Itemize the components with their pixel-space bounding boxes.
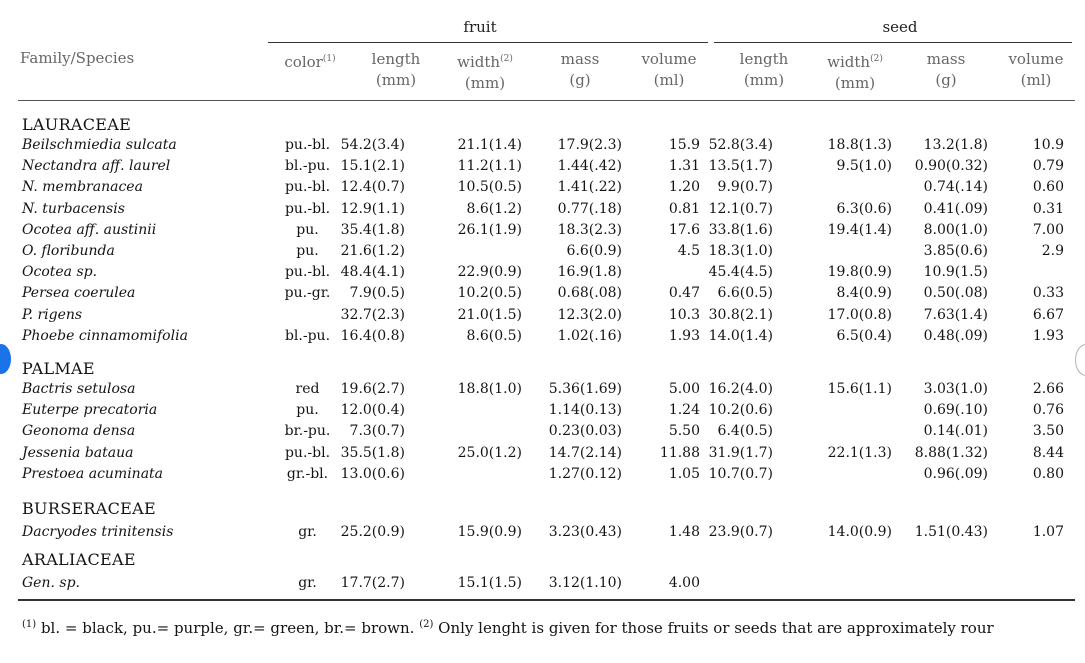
cell-f-length: 21.6(1.2) (340, 243, 405, 259)
cell-s-mass: 8.00(1.0) (923, 221, 988, 238)
cell-s-mass: 0.41(.09) (923, 200, 988, 217)
table-bottom-rule (18, 599, 1075, 601)
cell-f-width: 18.8(1.0) (457, 381, 522, 397)
cell-s-volume: 0.79 (1032, 158, 1064, 175)
cell-s-mass: 0.90(0.32) (914, 158, 988, 175)
column-label: volume (641, 50, 697, 68)
cell-s-width: 6.3(0.6) (836, 200, 892, 217)
cell-color: red (295, 381, 320, 397)
column-unit: (g) (569, 71, 591, 89)
column-unit: (g) (935, 71, 957, 89)
column-label: mass (926, 50, 966, 68)
column-unit: (ml) (653, 71, 685, 89)
cell-s-width: 19.8(0.9) (827, 264, 892, 281)
column-header-color (270, 49, 350, 73)
cell-f-width: 10.5(0.5) (457, 179, 522, 196)
cell-color: gr. (298, 575, 317, 591)
cell-f-length: 12.9(1.1) (340, 200, 405, 217)
cell-color: pu.-bl. (284, 444, 331, 461)
cell-s-volume: 6.67 (1032, 306, 1064, 323)
cell-s-width: 22.1(1.3) (827, 444, 892, 461)
cell-f-volume: 1.24 (668, 402, 700, 419)
cell-f-length: 35.5(1.8) (340, 444, 405, 461)
cell-s-length: 6.6(0.5) (717, 285, 773, 302)
cell-s-length: 6.4(0.5) (717, 423, 773, 440)
cell-s-width: 9.5(1.0) (836, 158, 892, 175)
table-row (0, 283, 1085, 304)
species-name: P. rigens (22, 306, 83, 323)
cell-s-mass: 1.51(0.43) (914, 524, 988, 540)
cell-f-mass: 16.9(1.8) (557, 264, 622, 281)
cell-s-volume: 0.60 (1032, 179, 1064, 196)
cell-f-mass: 0.68(.08) (557, 285, 622, 302)
column-header-f-width (445, 49, 525, 94)
cell-f-length: 48.4(4.1) (340, 264, 405, 281)
column-note: (2) (870, 54, 883, 64)
cell-f-volume: 5.50 (668, 423, 700, 440)
cell-s-volume: 7.00 (1032, 221, 1064, 238)
cell-s-mass: 7.63(1.4) (923, 306, 988, 323)
cell-color: pu.-bl. (284, 264, 331, 281)
table-row (0, 199, 1085, 220)
table-row (0, 305, 1085, 326)
cell-s-length: 9.9(0.7) (717, 179, 773, 196)
cell-s-mass: 10.9(1.5) (923, 264, 988, 281)
species-name: O. floribunda (22, 243, 115, 259)
cell-s-width: 8.4(0.9) (836, 285, 892, 302)
cell-f-volume: 17.6 (668, 221, 700, 238)
cell-f-mass: 5.36(1.69) (548, 381, 622, 397)
species-name: Ocotea sp. (22, 264, 98, 281)
cell-f-mass: 0.77(.18) (557, 200, 622, 217)
table-row (0, 464, 1085, 485)
cell-f-length: 54.2(3.4) (340, 137, 405, 153)
column-note: (2) (500, 54, 513, 64)
table-row (0, 220, 1085, 241)
species-name: Beilschmiedia sulcata (22, 137, 177, 153)
cell-s-width: 6.5(0.4) (836, 327, 892, 344)
table-row (0, 135, 1085, 156)
species-name: Phoebe cinnamomifolia (22, 327, 188, 344)
cell-s-length: 13.5(1.7) (708, 158, 773, 175)
cell-s-volume: 0.80 (1032, 465, 1064, 482)
cell-s-width: 19.4(1.4) (827, 221, 892, 238)
cell-f-volume: 1.20 (668, 179, 700, 196)
cell-f-width: 15.9(0.9) (457, 524, 522, 540)
cell-color: br.-pu. (284, 423, 331, 440)
cell-s-length: 18.3(1.0) (708, 243, 773, 259)
cell-s-volume: 3.50 (1032, 423, 1064, 440)
cell-f-width: 22.9(0.9) (457, 264, 522, 281)
cell-f-volume: 1.48 (668, 524, 700, 540)
column-unit: (mm) (464, 74, 506, 92)
cell-s-length: 45.4(4.5) (708, 264, 773, 281)
cell-f-volume: 4.5 (677, 243, 700, 259)
species-name: N. membranacea (22, 179, 143, 196)
cell-f-volume: 15.9 (668, 137, 700, 153)
column-label: mass (560, 50, 600, 68)
table-row (0, 241, 1085, 262)
footnote-marker-2: (2) (419, 619, 434, 630)
column-header-f-length (355, 49, 437, 91)
seed-group-rule (714, 42, 1072, 43)
cell-color: gr. (298, 524, 317, 540)
cell-f-mass: 1.27(0.12) (548, 465, 622, 482)
table-row (0, 522, 1085, 543)
column-header-s-mass (905, 49, 987, 91)
cell-f-width: 8.6(0.5) (466, 327, 522, 344)
cell-color: pu.-bl. (284, 137, 331, 153)
cell-f-mass: 0.23(0.03) (548, 423, 622, 440)
family-heading: ARALIACEAE (22, 550, 136, 569)
cell-s-volume: 0.33 (1032, 285, 1064, 302)
cell-s-length: 10.2(0.6) (708, 402, 773, 419)
column-note: (1) (322, 54, 336, 64)
cell-s-mass: 0.48(.09) (923, 327, 988, 344)
cell-color: pu.-bl. (284, 179, 331, 196)
cell-f-mass: 6.6(0.9) (566, 243, 622, 259)
cell-f-length: 16.4(0.8) (340, 327, 405, 344)
cell-f-width: 21.0(1.5) (457, 306, 522, 323)
species-name: Persea coerulea (22, 285, 136, 302)
column-header-s-length (723, 49, 805, 91)
species-name: Bactris setulosa (22, 381, 136, 397)
cell-s-mass: 0.14(.01) (923, 423, 988, 440)
cell-f-length: 17.7(2.7) (340, 575, 405, 591)
cell-color: pu. (296, 243, 319, 259)
cell-f-volume: 4.00 (668, 575, 700, 591)
cell-f-mass: 14.7(2.14) (548, 444, 622, 461)
column-header-f-mass (540, 49, 620, 91)
cell-f-length: 35.4(1.8) (340, 221, 405, 238)
cell-f-mass: 18.3(2.3) (557, 221, 622, 238)
cell-color: pu. (296, 402, 319, 419)
cell-s-mass: 0.96(.09) (923, 465, 988, 482)
cell-s-volume: 2.9 (1041, 243, 1064, 259)
cell-s-width: 18.8(1.3) (827, 137, 892, 153)
cell-f-length: 12.0(0.4) (340, 402, 405, 419)
cell-f-width: 10.2(0.5) (457, 285, 522, 302)
cell-s-mass: 8.88(1.32) (914, 444, 988, 461)
cell-s-volume: 0.76 (1032, 402, 1064, 419)
cell-color: pu.-bl. (284, 200, 331, 217)
cell-f-width: 8.6(1.2) (466, 200, 522, 217)
cell-color: pu. (296, 221, 319, 238)
cell-s-length: 16.2(4.0) (708, 381, 773, 397)
species-name: Dacryodes trinitensis (22, 524, 174, 540)
cell-s-volume: 0.31 (1032, 200, 1064, 217)
table-row (0, 156, 1085, 177)
cell-f-volume: 0.81 (668, 200, 700, 217)
species-name: Geonoma densa (22, 423, 136, 440)
header-bottom-rule (18, 100, 1075, 101)
cell-f-mass: 12.3(2.0) (557, 306, 622, 323)
cell-f-mass: 1.41(.22) (557, 179, 622, 196)
cell-f-volume: 1.31 (668, 158, 700, 175)
column-header-f-volume (630, 49, 708, 91)
cell-s-width: 14.0(0.9) (827, 524, 892, 540)
species-name: Prestoea acuminata (22, 465, 164, 482)
cell-f-mass: 3.23(0.43) (548, 524, 622, 540)
cell-s-length: 31.9(1.7) (708, 444, 773, 461)
cell-color: gr.-bl. (286, 465, 329, 482)
column-unit: (mm) (834, 74, 876, 92)
cell-f-volume: 10.3 (668, 306, 700, 323)
cell-color: pu.-gr. (284, 285, 331, 302)
table-row (0, 421, 1085, 442)
cell-color: bl.-pu. (284, 327, 331, 344)
cell-s-mass: 3.85(0.6) (923, 243, 988, 259)
cell-f-length: 7.3(0.7) (349, 423, 405, 440)
previous-page-button[interactable] (0, 344, 11, 374)
column-unit: (mm) (375, 71, 417, 89)
cell-f-mass: 1.02(.16) (557, 327, 622, 344)
column-unit: (mm) (743, 71, 785, 89)
cell-f-mass: 1.44(.42) (557, 158, 622, 175)
cell-s-length: 10.7(0.7) (708, 465, 773, 482)
table-row (0, 326, 1085, 347)
cell-f-volume: 1.93 (668, 327, 700, 344)
footnote-text-2: Only lenght is given for those fruits or seeds that are approximately rour (433, 619, 994, 637)
group-header-fruit: fruit (463, 18, 497, 36)
cell-f-length: 19.6(2.7) (340, 381, 405, 397)
cell-f-width: 15.1(1.5) (457, 575, 522, 591)
cell-s-volume: 1.93 (1032, 327, 1064, 344)
table-row (0, 177, 1085, 198)
column-header-s-volume (995, 49, 1077, 91)
footnote (22, 614, 994, 639)
cell-s-width: 15.6(1.1) (827, 381, 892, 397)
column-label: length (371, 50, 421, 68)
cell-f-mass: 1.14(0.13) (548, 402, 622, 419)
column-header-s-width (815, 49, 895, 94)
table-row (0, 262, 1085, 283)
cell-f-width: 26.1(1.9) (457, 221, 522, 238)
cell-s-length: 52.8(3.4) (708, 137, 773, 153)
cell-color: bl.-pu. (284, 158, 331, 175)
cell-s-length: 14.0(1.4) (708, 327, 773, 344)
cell-f-mass: 3.12(1.10) (548, 575, 622, 591)
cell-f-volume: 11.88 (659, 444, 700, 461)
cell-s-volume: 1.07 (1032, 524, 1064, 540)
column-label: color (284, 53, 323, 71)
cell-s-mass: 13.2(1.8) (923, 137, 988, 153)
cell-s-mass: 0.69(.10) (923, 402, 988, 419)
cell-f-width: 21.1(1.4) (457, 137, 522, 153)
cell-f-length: 12.4(0.7) (340, 179, 405, 196)
column-unit: (ml) (1020, 71, 1052, 89)
cell-f-length: 15.1(2.1) (340, 158, 405, 175)
cell-s-mass: 3.03(1.0) (923, 381, 988, 397)
cell-f-volume: 0.47 (668, 285, 700, 302)
table-row (0, 379, 1085, 400)
cell-f-length: 7.9(0.5) (349, 285, 405, 302)
table-row (0, 400, 1085, 421)
species-name: Jessenia bataua (22, 444, 134, 461)
family-heading: LAURACEAE (22, 115, 132, 134)
cell-s-width: 17.0(0.8) (827, 306, 892, 323)
fruit-group-rule (268, 42, 708, 43)
cell-f-length: 32.7(2.3) (340, 306, 405, 323)
cell-s-length: 12.1(0.7) (708, 200, 773, 217)
species-name: Gen. sp. (22, 575, 80, 591)
cell-f-volume: 5.00 (668, 381, 700, 397)
cell-f-width: 11.2(1.1) (457, 158, 522, 175)
cell-s-length: 33.8(1.6) (708, 221, 773, 238)
species-name: Ocotea aff. austinii (22, 221, 157, 238)
table-row (0, 443, 1085, 464)
next-page-button[interactable] (1075, 344, 1085, 376)
cell-s-length: 23.9(0.7) (708, 524, 773, 540)
species-name: Euterpe precatoria (22, 402, 158, 419)
cell-f-length: 25.2(0.9) (340, 524, 405, 540)
header-family-species: Family/Species (20, 49, 135, 67)
species-name: N. turbacensis (22, 200, 125, 217)
column-label: length (739, 50, 789, 68)
footnote-text-1: bl. = black, pu.= purple, gr.= green, br.= brown. (36, 619, 420, 637)
table-row (0, 573, 1085, 594)
cell-f-width: 25.0(1.2) (457, 444, 522, 461)
column-label: volume (1008, 50, 1064, 68)
footnote-marker-1: (1) (22, 619, 37, 630)
cell-s-volume: 10.9 (1032, 137, 1064, 153)
column-label: width (457, 53, 501, 71)
family-heading: BURSERACEAE (22, 499, 156, 518)
cell-s-volume: 8.44 (1032, 444, 1064, 461)
species-name: Nectandra aff. laurel (22, 158, 171, 175)
cell-s-mass: 0.50(.08) (923, 285, 988, 302)
cell-f-length: 13.0(0.6) (340, 465, 405, 482)
cell-f-mass: 17.9(2.3) (557, 137, 622, 153)
cell-f-volume: 1.05 (668, 465, 700, 482)
column-label: width (827, 53, 871, 71)
cell-s-length: 30.8(2.1) (708, 306, 773, 323)
cell-s-mass: 0.74(.14) (923, 179, 988, 196)
group-header-seed: seed (882, 18, 918, 36)
cell-s-volume: 2.66 (1032, 381, 1064, 397)
family-heading: PALMAE (22, 359, 95, 378)
